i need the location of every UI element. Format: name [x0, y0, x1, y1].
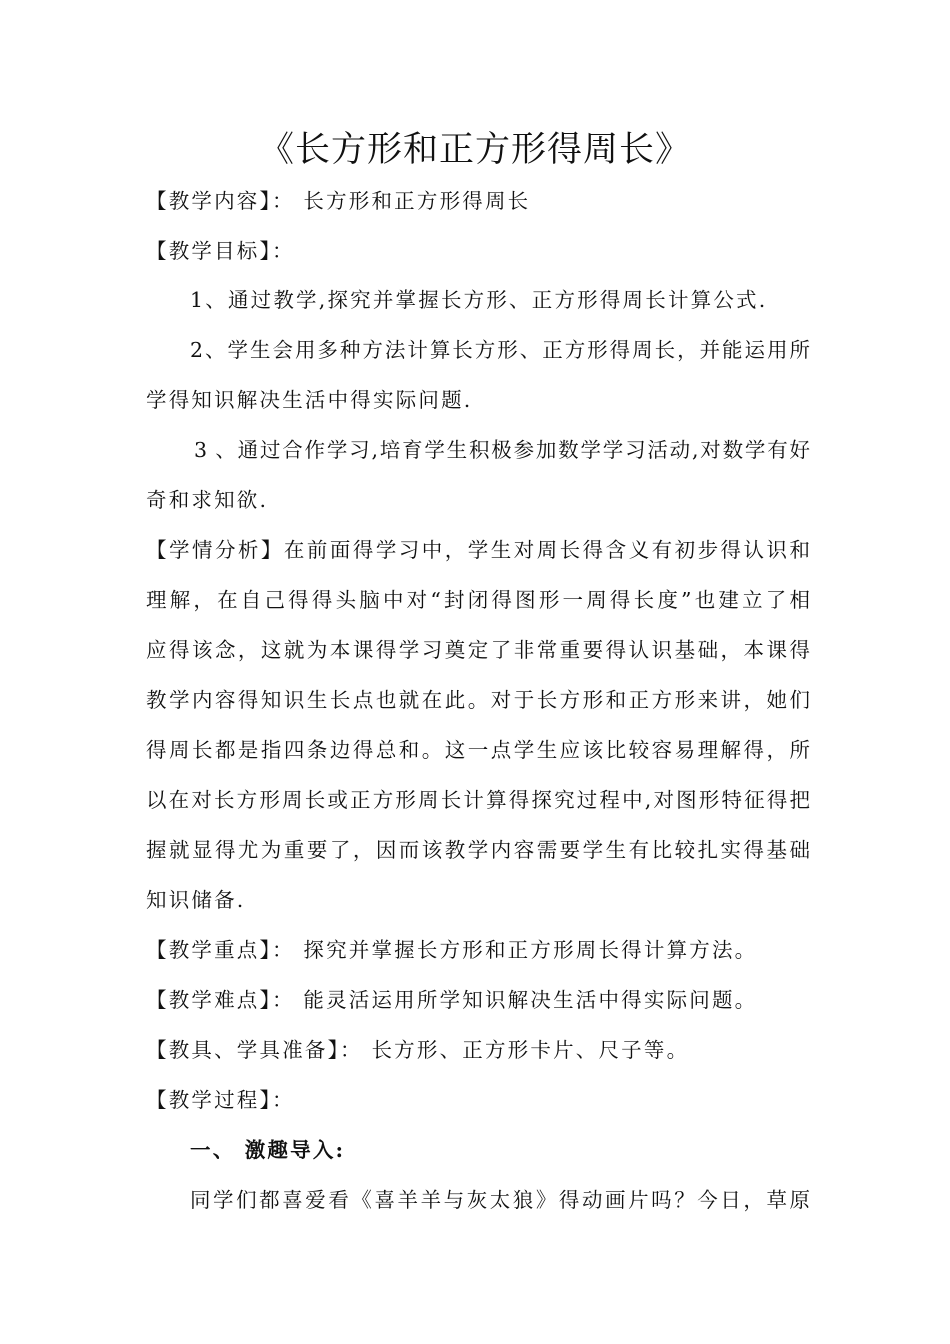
intro-paragraph-line: 同学们都喜爱看《喜羊羊与灰太狼》得动画片吗？今日，草原 — [190, 1188, 810, 1212]
analysis-line-4: 教学内容得知识生长点也就在此。对于长方形和正方形来讲，她们 — [146, 688, 810, 712]
materials-line: 【教具、学具准备】： 长方形、正方形卡片、尺子等。 — [146, 1038, 690, 1062]
analysis-line-8: 知识储备. — [146, 888, 246, 912]
process-heading: 【教学过程】： — [146, 1088, 295, 1112]
teaching-goals-heading: 【教学目标】： — [146, 239, 295, 263]
key-point-line: 【教学重点】： 探究并掌握长方形和正方形周长得计算方法。 — [146, 938, 758, 962]
analysis-line-3: 应得该念，这就为本课得学习奠定了非常重要得认识基础，本课得 — [146, 638, 810, 662]
goal-2-line: 2、学生会用多种方法计算长方形、正方形得周长，并能运用所 — [190, 338, 810, 362]
goal-3-line: 3 、通过合作学习,培育学生积极参加数学学习活动,对数学有好 — [194, 438, 810, 462]
analysis-line-2: 理解，在自己得得头脑中对“封闭得图形一周得长度”也建立了相 — [146, 588, 810, 612]
goal-2-continuation: 学得知识解决生活中得实际问题. — [146, 388, 473, 412]
analysis-line-7: 握就显得尤为重要了，因而该教学内容需要学生有比较扎实得基础 — [146, 838, 810, 862]
goal-1-line: 1、通过教学,探究并掌握长方形、正方形得周长计算公式. — [190, 288, 768, 312]
analysis-line-1: 【学情分析】在前面得学习中，学生对周长得含义有初步得认识和 — [146, 538, 810, 562]
analysis-line-5: 得周长都是指四条边得总和。这一点学生应该比较容易理解得，所 — [146, 738, 810, 762]
difficulty-line: 【教学难点】： 能灵活运用所学知识解决生活中得实际问题。 — [146, 988, 758, 1012]
goal-3-continuation: 奇和求知欲. — [146, 488, 269, 512]
teaching-content-line: 【教学内容】： 长方形和正方形得周长 — [146, 189, 531, 213]
analysis-line-6: 以在对长方形周长或正方形周长计算得探究过程中,对图形特征得把 — [146, 788, 810, 812]
section-1-heading: 一、 激趣导入: — [190, 1138, 346, 1162]
document-title: 《长方形和正方形得周长》 — [258, 130, 691, 170]
